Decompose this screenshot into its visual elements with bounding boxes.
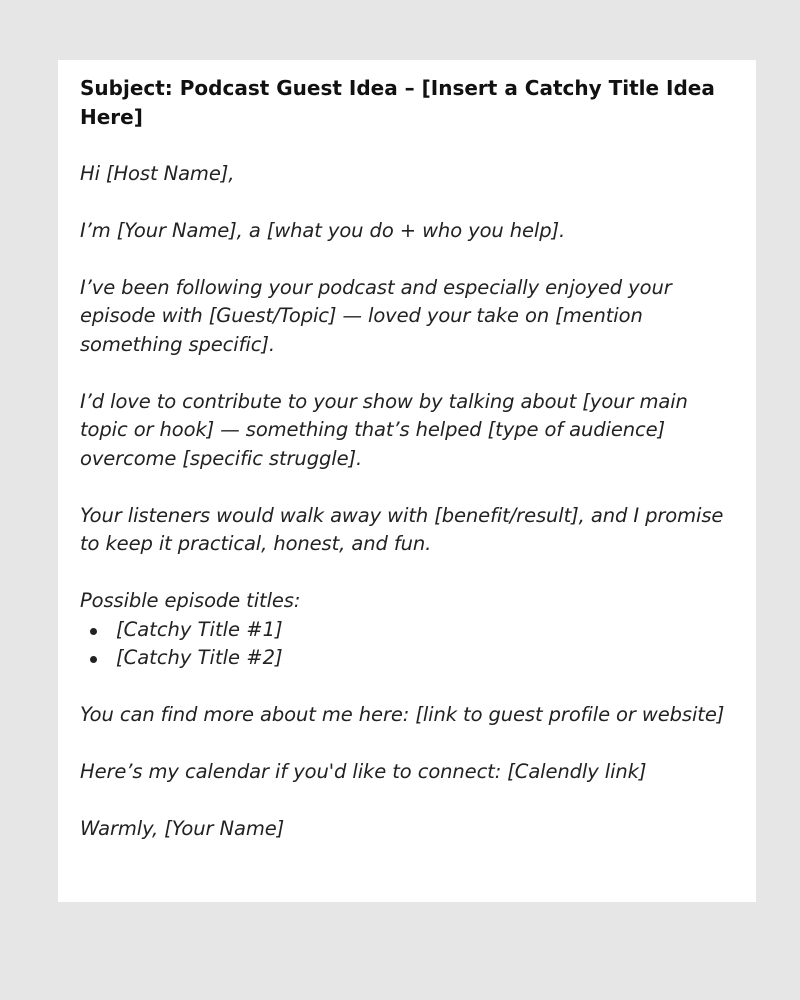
email-greeting: Hi [Host Name], [80,161,235,185]
episode-titles-label: Possible episode titles: [80,589,301,612]
email-benefit-paragraph: Your listeners would walk away with [benefit/result], and I promise to keep it practical, honest, and fun. [80,503,724,555]
bullet-icon [90,656,97,663]
email-template-card [58,60,756,902]
email-contribute-paragraph: I’d love to contribute to your show by talking about [your main topic or hook] — something that’s helped [type of audience] overcome [specific struggle]. [80,389,688,470]
bullet-icon [90,628,97,635]
email-calendar: Here’s my calendar if you'd like to connect: [Calendly link] [80,760,647,783]
email-following-paragraph: I’ve been following your podcast and especially enjoyed your episode with [Guest/Topic] — loved your take on [mention something specific]. [80,275,672,356]
episode-title-text: [Catchy Title #1] [116,617,283,641]
episode-title-text: [Catchy Title #2] [116,646,283,669]
email-more-info: You can find more about me here: [link to guest profile or website] [80,703,725,726]
list-item [80,644,738,673]
email-intro: I’m [Your Name], a [what you do + who you help]. [80,218,566,242]
email-subject: Subject: Podcast Guest Idea – [Insert a Catchy Title Idea Here] [80,76,715,129]
list-item [80,616,738,645]
email-signoff: Warmly, [Your Name] [80,817,285,840]
episode-titles-list [80,616,738,673]
